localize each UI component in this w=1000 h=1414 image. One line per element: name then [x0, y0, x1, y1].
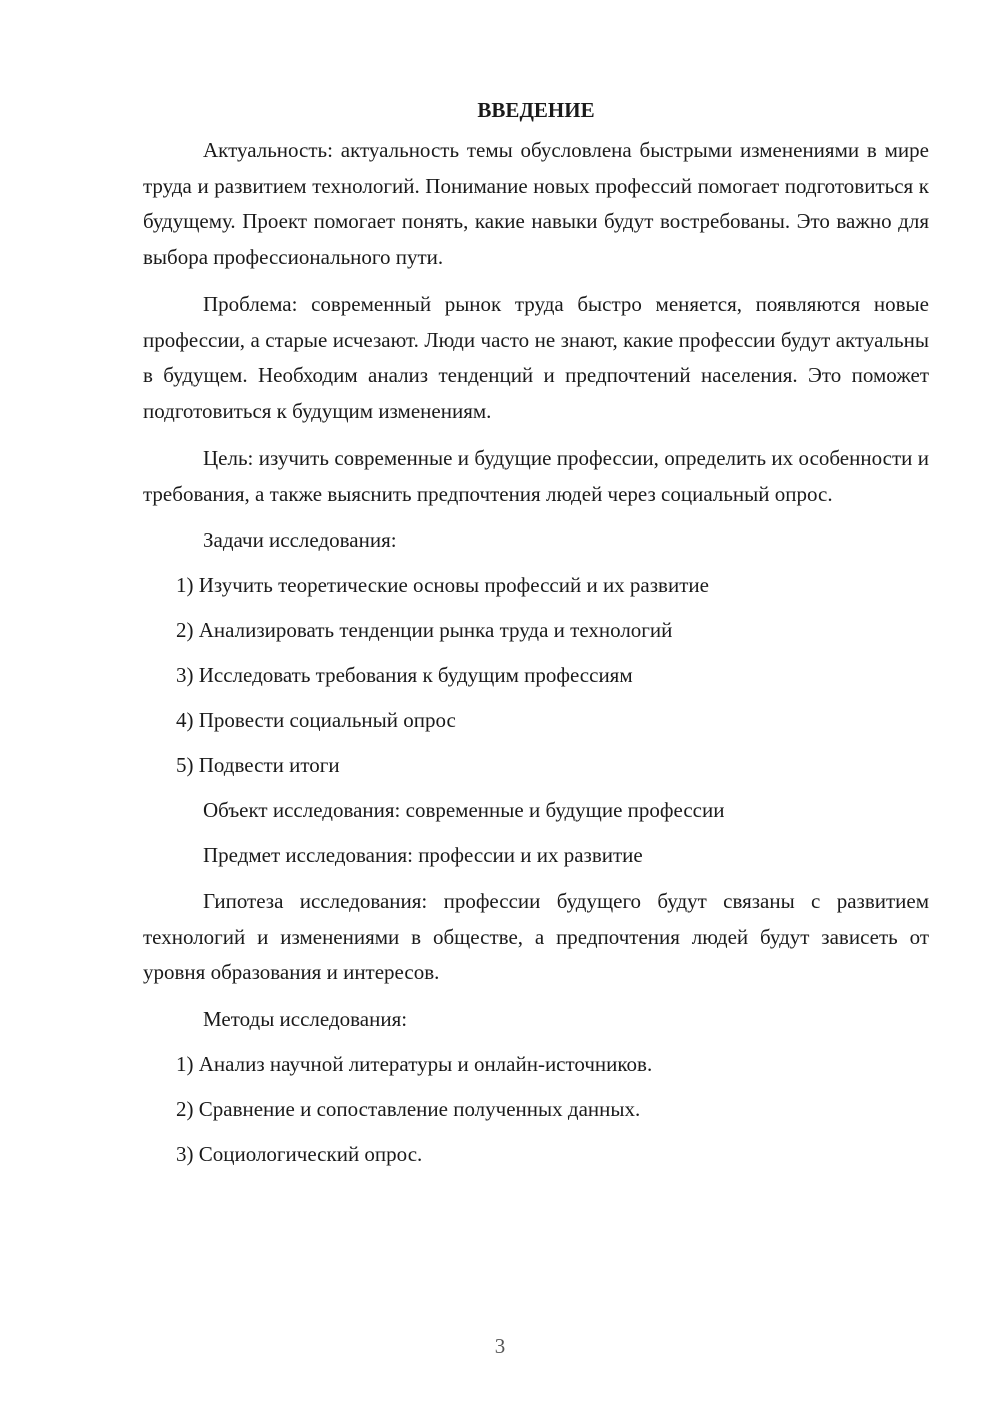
- object-line: Объект исследования: современные и будущие профессии: [203, 798, 725, 822]
- document-body: [143, 94, 929, 1183]
- task-item: 3) Исследовать требования к будущим профессиям: [176, 663, 633, 687]
- tasks-heading: Задачи исследования:: [203, 528, 397, 552]
- method-item: 3) Социологический опрос.: [176, 1141, 423, 1166]
- subject-line: Предмет исследования: профессии и их развитие: [203, 843, 643, 867]
- problem-paragraph: Проблема: современный рынок труда быстро меняется, появляются новые профессии, а старые исчезают. Люди часто не знают, какие профессии будут актуальны в будущем. Необходим анализ тенденций и предпочтений населения. Это поможет подготовиться к будущим изменениям.: [143, 292, 929, 423]
- task-item: 2) Анализировать тенденции рынка труда и технологий: [176, 618, 673, 642]
- relevance-paragraph: Актуальность: актуальность темы обусловлена быстрыми изменениями в мире труда и развитием технологий. Понимание новых профессий помогает подготовиться к будущему. Проект помогает понять, какие навыки будут востребованы. Это важно для выбора профессионального пути.: [143, 138, 929, 269]
- task-item: 4) Провести социальный опрос: [176, 708, 456, 732]
- methods-heading: Методы исследования:: [203, 1006, 408, 1031]
- method-item: 1) Анализ научной литературы и онлайн-источников.: [176, 1051, 653, 1076]
- goal-paragraph: Цель: изучить современные и будущие профессии, определить их особенности и требования, а также выяснить предпочтения людей через социальный опрос.: [143, 446, 929, 506]
- task-item: 5) Подвести итоги: [176, 753, 340, 777]
- hypothesis-paragraph: Гипотеза исследования: профессии будущего будут связаны с развитием технологий и изменениями в обществе, а предпочтения людей будут зависеть от уровня образования и интересов.: [143, 889, 929, 984]
- section-title: ВВЕДЕНИЕ: [477, 98, 595, 122]
- task-item: 1) Изучить теоретические основы профессий и их развитие: [176, 573, 709, 597]
- page-number: 3: [494, 1334, 506, 1358]
- method-item: 2) Сравнение и сопоставление полученных данных.: [176, 1096, 641, 1121]
